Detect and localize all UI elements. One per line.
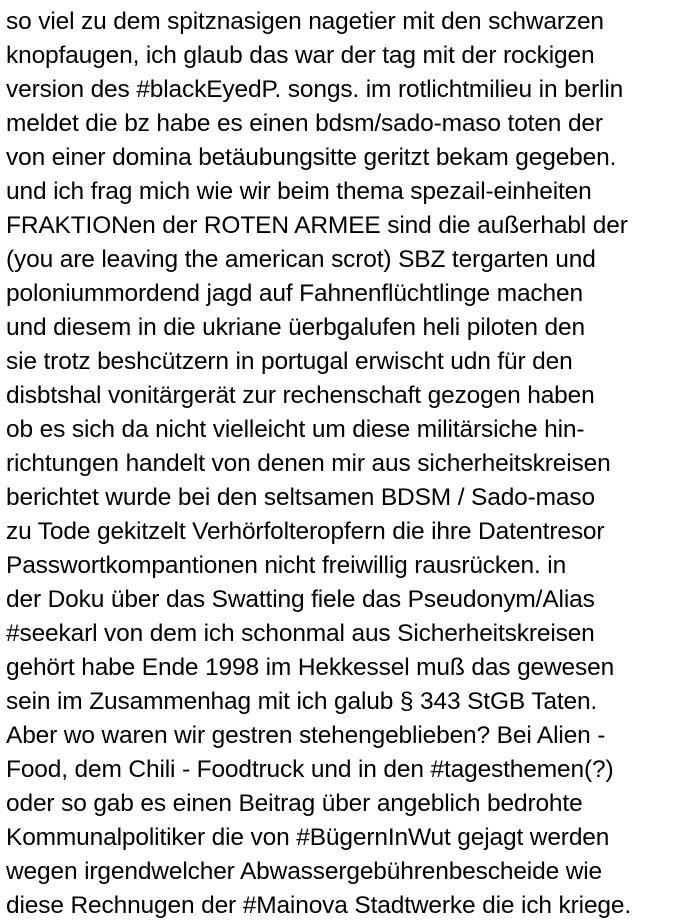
text-line-15: berichtet wurde bei den seltsamen BDSM / Sado-maso [6, 484, 595, 511]
text-line-26: wegen irgendwelcher Abwassergebührenbescheide wie [6, 858, 603, 885]
text-line-23: Food, dem Chili - Foodtruck und in den #tagesthemen(?) [6, 756, 614, 783]
text-line-2: knopfaugen, ich glaub das war der tag mit der rockigen [6, 42, 595, 69]
text-line-4: meldet die bz habe es einen bdsm/sado-maso toten der [6, 110, 603, 137]
text-line-16: zu Tode gekitzelt Verhörfolteropfern die ihre Datentresor [6, 518, 605, 545]
body-text [6, 5, 684, 923]
text-line-25: Kommunalpolitiker die von #BügernInWut gejagt werden [6, 824, 610, 851]
text-line-6: und ich frag mich wie wir beim thema spezail-einheiten [6, 178, 592, 205]
text-line-7: FRAKTIONen der ROTEN ARMEE sind die außerhabl der [6, 212, 628, 239]
text-line-13: ob es sich da nicht vielleicht um diese militärsiche hin- [6, 416, 585, 443]
text-line-20: gehört habe Ende 1998 im Hekkessel muß das gewesen [6, 654, 615, 681]
text-line-1: so viel zu dem spitznasigen nagetier mit den schwarzen [6, 8, 604, 35]
text-line-10: und diesem in die ukriane üerbgalufen heli piloten den [6, 314, 585, 341]
text-line-21: sein im Zusammenhag mit ich galub § 343 StGB Taten. [6, 688, 598, 715]
text-line-12: disbtshal vonitärgerät zur rechenschaft gezogen haben [6, 382, 595, 409]
text-line-11: sie trotz beshcützern in portugal erwischt udn für den [6, 348, 573, 375]
text-line-17: Passwortkompantionen nicht freiwillig rausrücken. in [6, 552, 567, 579]
text-line-8: (you are leaving the american scrot) SBZ tergarten und [6, 246, 596, 273]
text-line-27: diese Rechnugen der #Mainova Stadtwerke die ich kriege. [6, 892, 632, 919]
text-line-18: der Doku über das Swatting fiele das Pseudonym/Alias [6, 586, 595, 613]
text-line-19: #seekarl von dem ich schonmal aus Sicherheitskreisen [6, 620, 595, 647]
text-line-9: poloniummordend jagd auf Fahnenflüchtlinge machen [6, 280, 583, 307]
text-line-22: Aber wo waren wir gestren stehengeblieben? Bei Alien - [6, 722, 606, 749]
text-line-14: richtungen handelt von denen mir aus sicherheitskreisen [6, 450, 611, 477]
text-line-24: oder so gab es einen Beitrag über angeblich bedrohte [6, 790, 583, 817]
text-line-3: version des #blackEyedP. songs. im rotlichtmilieu in berlin [6, 76, 624, 103]
text-line-5: von einer domina betäubungsitte geritzt bekam gegeben. [6, 144, 617, 171]
